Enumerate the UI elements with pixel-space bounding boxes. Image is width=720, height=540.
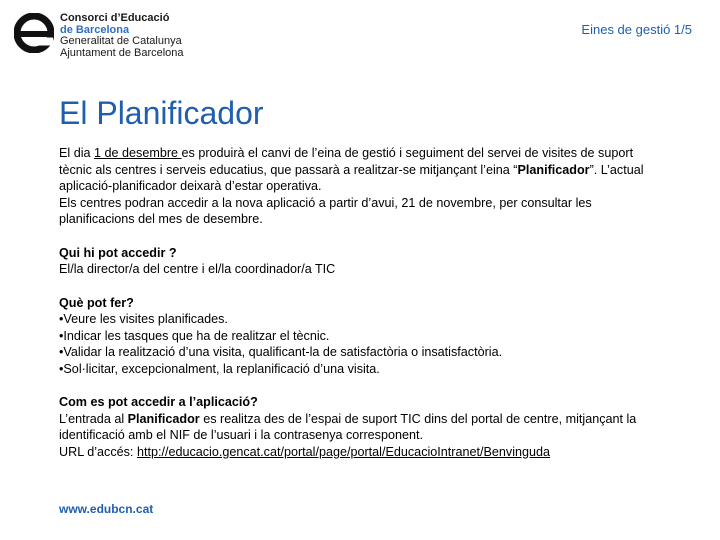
action-item: •Veure les visites planificades. (59, 312, 228, 326)
action-item: •Sol·licitar, excepcionalment, la replanificació d’una visita. (59, 361, 380, 376)
logo-text (60, 13, 184, 59)
intro-paragraph-2: Els centres podran accedir a la nova aplicació a partir d’avui, 21 de novembre, per consultar les planificacions del mes de desembre. (59, 195, 592, 226)
page-title: El Planificador (59, 95, 264, 131)
access-text: El/la director/a del centre i el/la coordinador/a TIC (59, 262, 336, 276)
logo-line-3: Generalitat de Catalunya (60, 35, 182, 47)
how-heading: Com es pot accedir a l’aplicació? (59, 395, 258, 409)
main-content (59, 145, 659, 460)
how-text-a: L’entrada al (59, 411, 128, 426)
url-line (59, 444, 659, 461)
intro-text-a: El dia (59, 146, 95, 160)
how-text-b: es realitza des de l’espai de suport TIC dins del portal de centre, mitjançant la identificació amb el NIF de l’usuari i la contrasenya corresponent. (59, 411, 637, 442)
logo-line-4: Ajuntament de Barcelona (60, 46, 184, 59)
page-label: Eines de gestió 1/5 (581, 22, 692, 37)
how-bold: Planificador (127, 411, 200, 426)
url-label: URL d’accés: (59, 444, 137, 459)
logo-line-2: de Barcelona (60, 23, 130, 36)
intro-paragraph (59, 145, 659, 195)
access-heading: Qui hi pot accedir ? (59, 245, 177, 260)
action-item: •Validar la realització d’una visita, qualificant-la de satisfactòria o insatisfactòria. (59, 345, 503, 359)
how-paragraph (59, 411, 659, 444)
intro-date: 1 de desembre (94, 146, 182, 160)
actions-heading: Què pot fer? (59, 295, 134, 310)
intro-text-b: es produirà el canvi de l’eina de gestió i seguiment del servei de visites de suport tècnic als centres i serveis educatius, que passarà a realitzar-se mitjançant l’eina “ (59, 146, 634, 177)
logo-line-1: Consorci d’Educació (60, 12, 170, 24)
e-logo-icon (14, 13, 54, 53)
consorci-logo (14, 13, 184, 59)
footer-site[interactable]: www.edubcn.cat (59, 502, 154, 516)
intro-text-c: ”. L’actual aplicació-planificador deixarà d’estar operativa. (59, 162, 644, 193)
access-url-link[interactable]: http://educacio.gencat.cat/portal/page/portal/EducacioIntranet/Benvinguda (136, 444, 551, 459)
intro-bold: Planificador (517, 162, 590, 177)
action-item: •Indicar les tasques que ha de realitzar el tècnic. (59, 328, 330, 343)
